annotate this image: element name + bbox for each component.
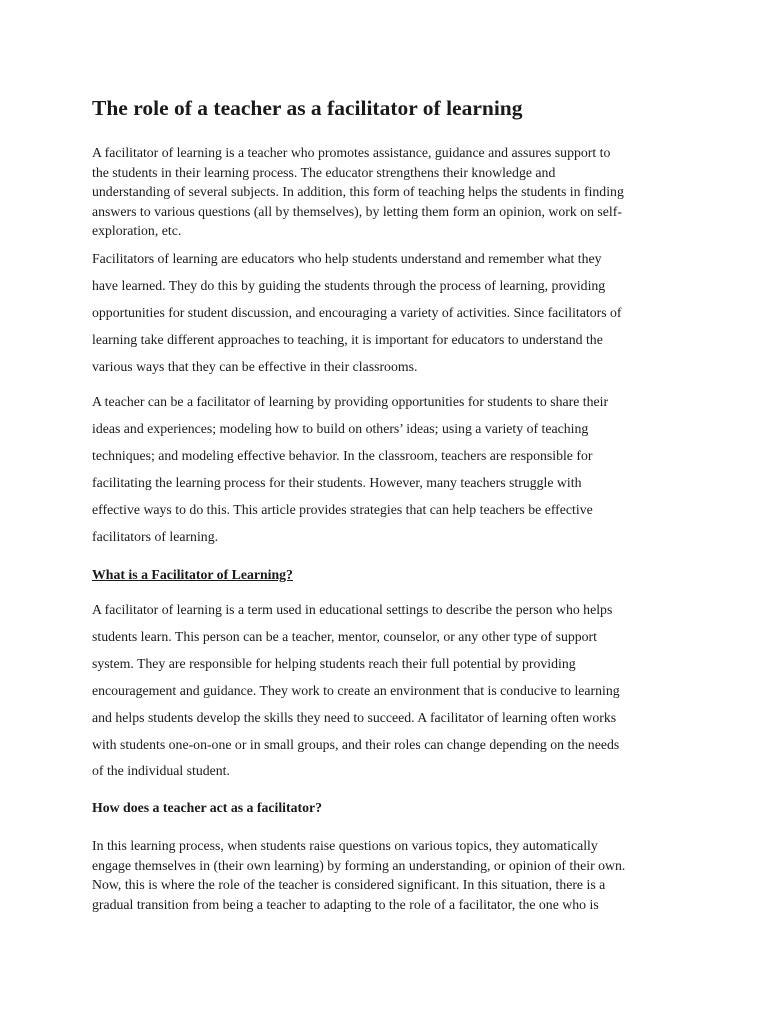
paragraph-line: techniques; and modeling effective behavior. In the classroom, teachers are responsible for xyxy=(92,447,593,463)
paragraph-line: A facilitator of learning is a term used in educational settings to describe the person who helps xyxy=(92,602,613,617)
paragraph-line: A teacher can be a facilitator of learning by providing opportunities for students to share their xyxy=(92,394,609,409)
paragraph-line: A facilitator of learning is a teacher who promotes assistance, guidance and assures support to xyxy=(92,145,611,160)
paragraph-line: ideas and experiences; modeling how to build on others’ ideas; using a variety of teaching xyxy=(92,420,589,436)
paragraph-line: system. They are responsible for helping students reach their full potential by providing xyxy=(92,655,576,671)
paragraph-line: of the individual student. xyxy=(92,763,230,779)
paragraph-line: various ways that they can be effective in their classrooms. xyxy=(92,358,418,374)
paragraph-line: with students one-on-one or in small groups, and their roles can change depending on the needs xyxy=(92,736,620,752)
paragraph-5 xyxy=(92,836,676,914)
paragraph-line: exploration, etc. xyxy=(92,223,182,238)
paragraph-line: and helps students develop the skills they need to succeed. A facilitator of learning often works xyxy=(92,709,617,725)
paragraph-4 xyxy=(92,597,676,785)
paragraph-line: effective ways to do this. This article provides strategies that can help teachers be effective xyxy=(92,501,593,517)
paragraph-line: opportunities for student discussion, and encouraging a variety of activities. Since facilitators of xyxy=(92,304,622,320)
paragraph-line: learning take different approaches to teaching, it is important for educators to understand the xyxy=(92,331,603,347)
paragraph-line: understanding of several subjects. In addition, this form of teaching helps the students in finding xyxy=(92,184,624,199)
paragraph-line: answers to various questions (all by themselves), by letting them form an opinion, work on self- xyxy=(92,203,622,219)
paragraph-line: gradual transition from being a teacher to adapting to the role of a facilitator, the one who is xyxy=(92,896,599,912)
section-heading-what-is: What is a Facilitator of Learning? xyxy=(92,567,293,582)
paragraph-line: Facilitators of learning are educators who help students understand and remember what they xyxy=(92,251,602,266)
paragraph-line: engage themselves in (their own learning) by forming an understanding, or opinion of their own. xyxy=(92,857,626,873)
section-heading-how-does: How does a teacher act as a facilitator? xyxy=(92,800,323,815)
paragraph-line: students learn. This person can be a teacher, mentor, counselor, or any other type of support xyxy=(92,628,597,644)
paragraph-3 xyxy=(92,389,676,550)
paragraph-line: facilitating the learning process for their students. However, many teachers struggle with xyxy=(92,474,582,490)
paragraph-line: the students in their learning process. The educator strengthens their knowledge and xyxy=(92,164,556,180)
paragraph-line: facilitators of learning. xyxy=(92,528,219,544)
document-title: The role of a teacher as a facilitator of learning xyxy=(92,96,523,120)
paragraph-line: encouragement and guidance. They work to create an environment that is conducive to learning xyxy=(92,682,620,698)
paragraph-2 xyxy=(92,246,676,381)
paragraph-line: Now, this is where the role of the teacher is considered significant. In this situation, there is a xyxy=(92,877,606,892)
paragraph-line: In this learning process, when students raise questions on various topics, they automatically xyxy=(92,838,598,853)
paragraph-1 xyxy=(92,143,676,241)
paragraph-line: have learned. They do this by guiding the students through the process of learning, providing xyxy=(92,277,606,293)
